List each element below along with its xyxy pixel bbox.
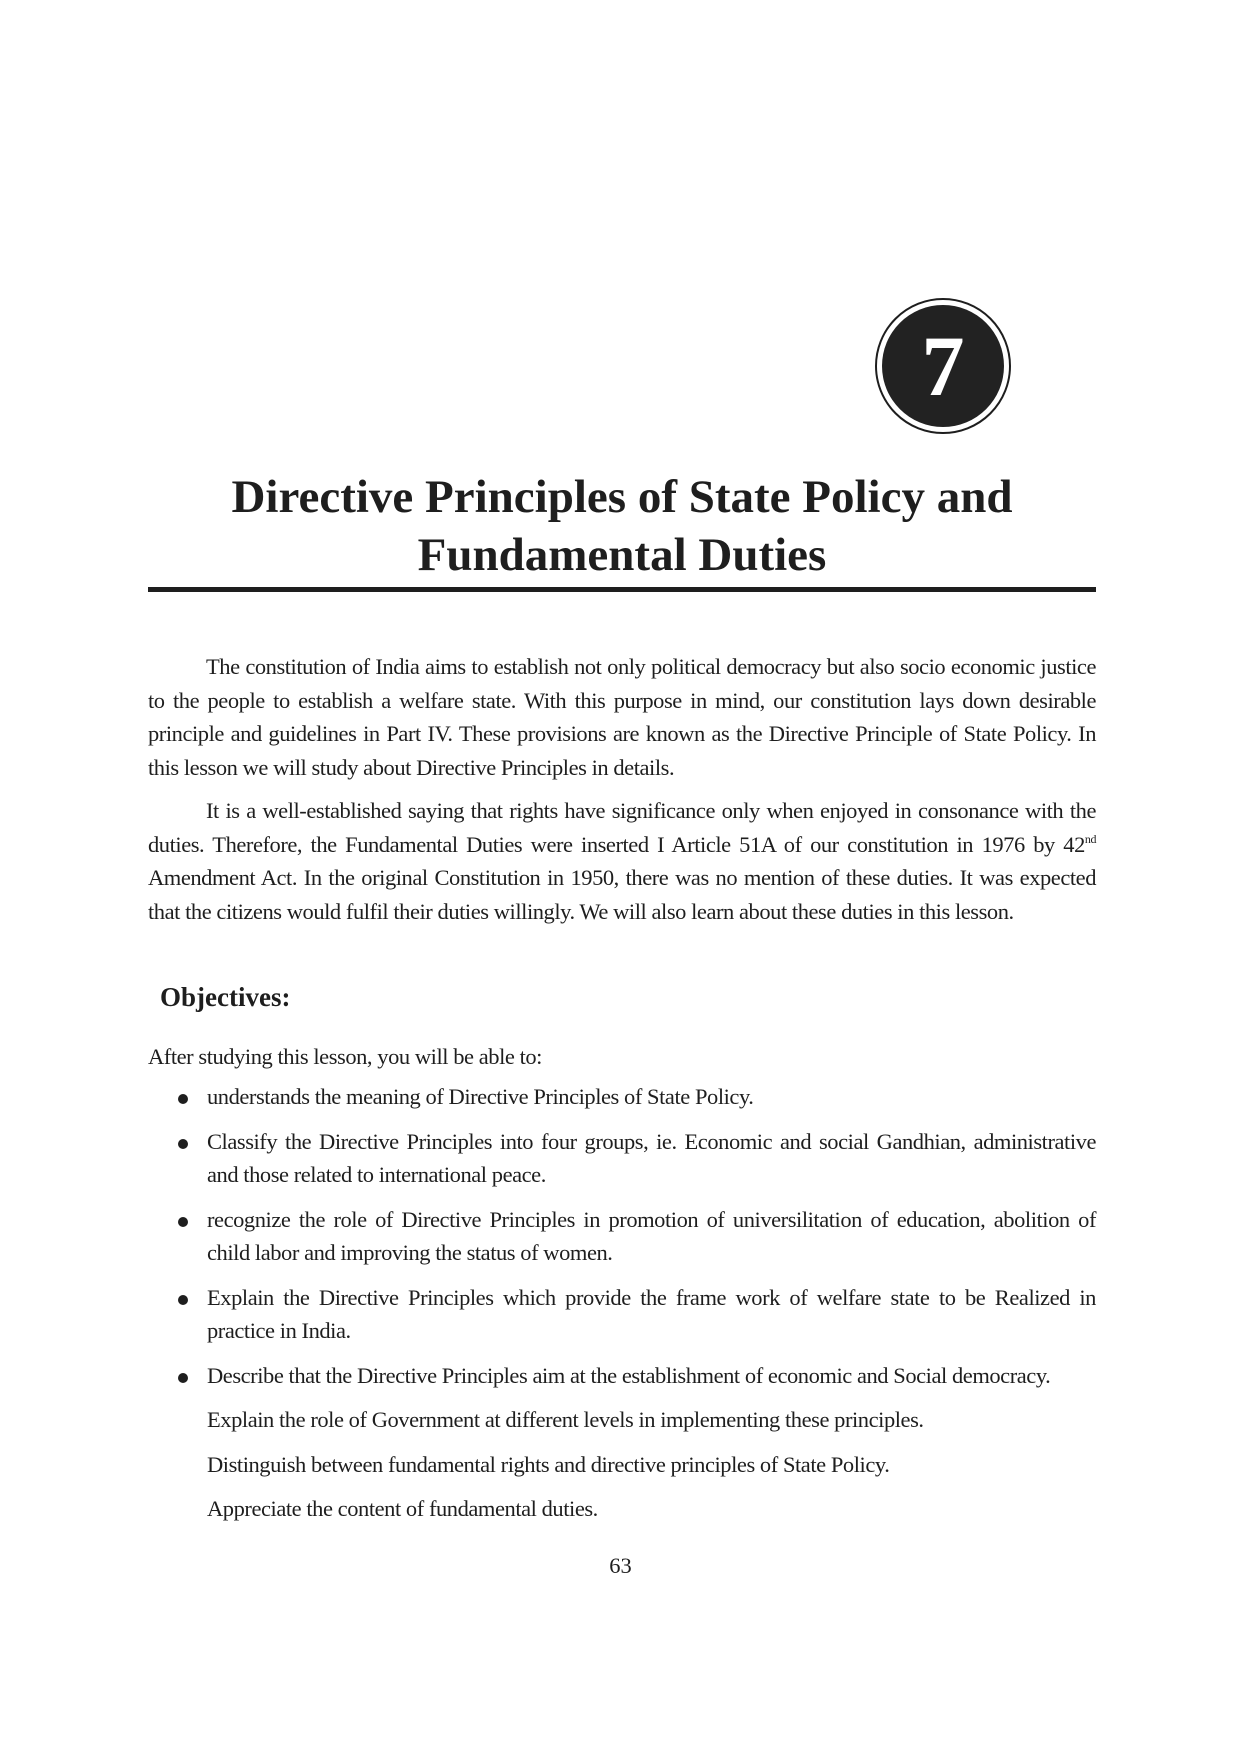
intro-paragraph-2-start: It is a well-established saying that rights have significance only when enjoyed in consonance with the duties. Therefore, the Fundamental Duties were inserted I Article 51A of our constitution in 1976 by 42 — [148, 798, 1096, 857]
objective-text: Classify the Directive Principles into four groups, ie. Economic and social Gandhian, administrative and those related to international peace. — [207, 1128, 1096, 1187]
intro-paragraph-2 — [148, 794, 1096, 928]
chapter-number: 7 — [882, 305, 1004, 427]
objective-text: understands the meaning of Directive Principles of State Policy. — [207, 1084, 754, 1109]
objectives-list — [148, 1080, 1096, 1537]
intro-paragraph-1: The constitution of India aims to establish not only political democracy but also socio economic justice to the people to establish a welfare state. With this purpose in mind, our constitution lays down desirable principle and guidelines in Part IV. These provisions are known as the Directive Principle of State Policy. In this lesson we will study about Directive Principles in details. — [148, 654, 1096, 780]
chapter-title-line-1: Directive Principles of State Policy and — [231, 471, 1013, 523]
objective-item — [148, 1359, 1096, 1393]
objective-text: Appreciate the content of fundamental duties. — [207, 1496, 598, 1521]
bullet-icon — [178, 1139, 188, 1149]
objective-text: Distinguish between fundamental rights and directive principles of State Policy. — [207, 1451, 890, 1477]
objective-item-unbulleted — [148, 1448, 1096, 1482]
page-number: 63 — [609, 1553, 632, 1578]
objective-item — [148, 1203, 1096, 1270]
objective-text: Explain the Directive Principles which provide the frame work of welfare state to be Realized in practice in India. — [207, 1284, 1096, 1343]
chapter-title — [148, 468, 1096, 584]
objective-text: Describe that the Directive Principles aim at the establishment of economic and Social democracy. — [207, 1362, 1051, 1388]
bullet-icon — [178, 1295, 188, 1305]
bullet-icon — [178, 1094, 188, 1104]
intro-paragraph-2-end: Amendment Act. In the original Constitution in 1950, there was no mention of these duties. It was expected that the citizens would fulfil their duties willingly. We will also learn about these duties in this lesson. — [148, 865, 1096, 924]
bullet-icon — [178, 1217, 188, 1227]
objective-item — [148, 1080, 1096, 1114]
title-underline-rule — [148, 587, 1096, 592]
bullet-icon — [178, 1373, 188, 1383]
objective-item — [148, 1281, 1096, 1348]
objective-text: Explain the role of Government at different levels in implementing these principles. — [207, 1407, 924, 1432]
ordinal-superscript: nd — [1084, 831, 1096, 846]
chapter-title-line-2: Fundamental Duties — [417, 529, 827, 581]
objectives-heading: Objectives: — [160, 982, 291, 1012]
chapter-number-badge — [875, 298, 1011, 434]
objective-item-unbulleted — [148, 1492, 1096, 1526]
objective-item-unbulleted — [148, 1403, 1096, 1437]
objective-text: recognize the role of Directive Principles in promotion of universilitation of education, abolition of child labor and improving the status of women. — [207, 1206, 1096, 1265]
objectives-lead-text: After studying this lesson, you will be able to: — [148, 1044, 542, 1069]
objective-item — [148, 1125, 1096, 1192]
